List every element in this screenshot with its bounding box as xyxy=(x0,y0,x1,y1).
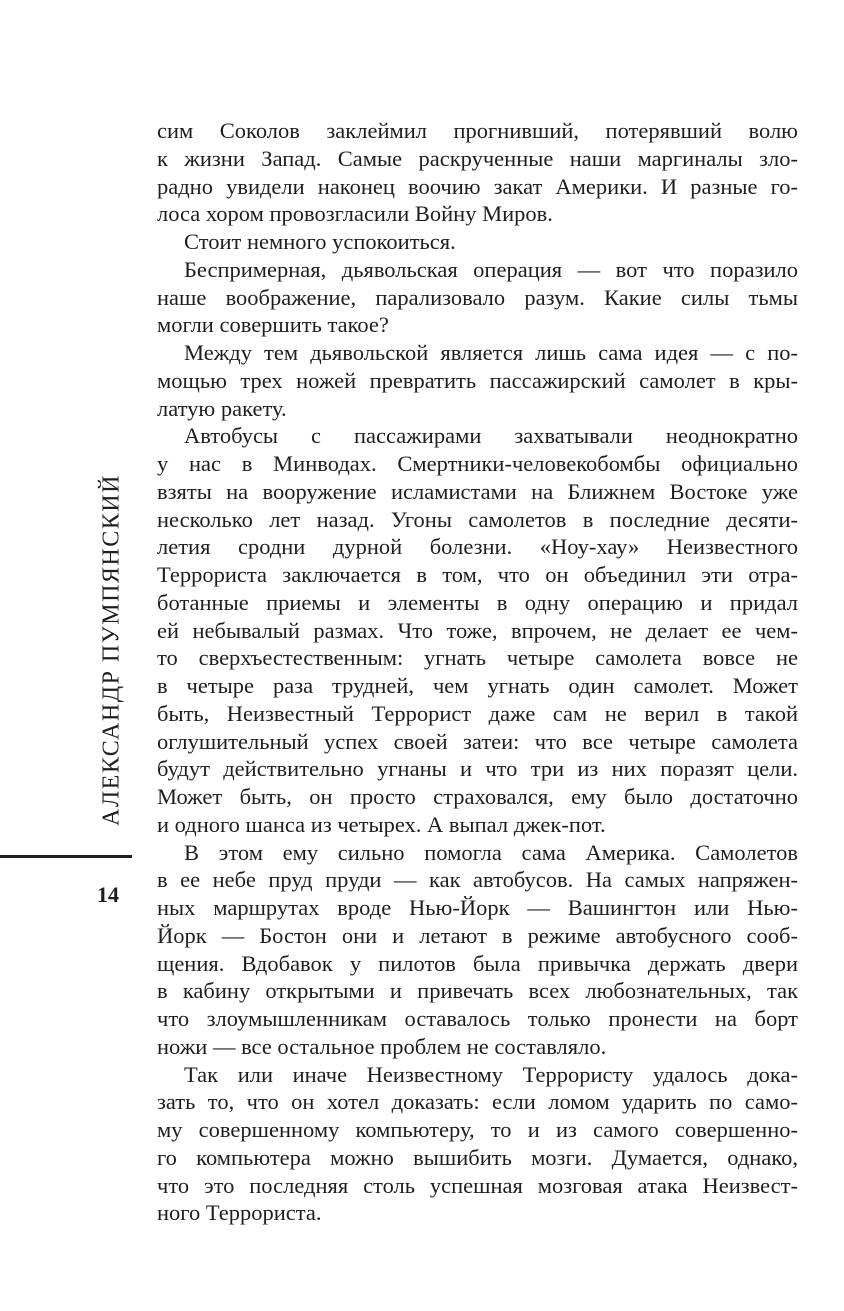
text-line: Может быть, он просто страховался, ему было достаточно xyxy=(157,784,798,809)
text-line: мощью трех ножей превратить пассажирский самолет в кры- xyxy=(157,367,798,393)
text-line: Между тем дьявольской является лишь сама идея — с по- xyxy=(184,340,798,365)
text-line: будут действительно угнаны и что три из них поразят цели. xyxy=(157,756,798,782)
paragraph xyxy=(157,839,798,1061)
text-line: что злоумышленникам оставалось только пронести на борт xyxy=(157,1006,798,1031)
text-line: ей небывалый размах. Что тоже, впрочем, не делает ее чем- xyxy=(157,617,798,643)
paragraph xyxy=(157,117,798,228)
text-line: Террориста заключается в том, что он объединил эти отра- xyxy=(157,562,798,587)
running-header: АЛЕКСАНДР ПУМПЯНСКИЙ xyxy=(98,474,125,826)
text-line: му совершенному компьютеру, то и из самого совершенно- xyxy=(157,1117,798,1142)
paragraph xyxy=(157,422,798,838)
text-line: Йорк — Бостон они и летают в режиме автобусного сооб- xyxy=(157,922,798,948)
text-line: зать то, что он хотел доказать: если ломом ударить по само- xyxy=(157,1089,798,1115)
text-line: щения. Вдобавок у пилотов была привычка держать двери xyxy=(157,950,798,976)
text-line: оглушительный успех своей затеи: что все четыре самолета xyxy=(157,728,798,754)
text-line: сим Соколов заклеймил прогнивший, потерявший волю xyxy=(157,118,798,143)
text-line: в ее небе пруд пруди — как автобусов. На самых напряжен- xyxy=(157,867,798,893)
text-line: лоса хором провозгласили Войну Миров. xyxy=(157,201,553,227)
text-line: радно увидели наконец воочию закат Америки. И разные го- xyxy=(157,173,798,199)
text-line: ного Террориста. xyxy=(157,1200,322,1226)
text-line: могли совершить такое? xyxy=(157,312,389,338)
text-line: ботанные приемы и элементы в одну операцию и придал xyxy=(157,589,798,615)
text-line: что это последняя столь успешная мозговая атака Неизвест- xyxy=(157,1172,798,1198)
text-line: быть, Неизвестный Террорист даже сам не верил в такой xyxy=(157,700,798,726)
text-line: наше воображение, парализовало разум. Какие силы тьмы xyxy=(157,284,798,310)
text-line: несколько лет назад. Угоны самолетов в последние десяти- xyxy=(157,506,798,532)
text-line: ножи — все остальное проблем не составляло. xyxy=(157,1033,607,1059)
page-number: 14 xyxy=(97,882,119,907)
text-line: латую ракету. xyxy=(157,395,287,421)
body-text xyxy=(157,117,798,1227)
text-line: ных маршрутах вроде Нью-Йорк — Вашингтон или Нью- xyxy=(157,895,798,920)
text-line: и одного шанса из четырех. А выпал джек-пот. xyxy=(157,811,606,837)
text-line: Стоит немного успокоиться. xyxy=(184,229,456,254)
text-line: летия сродни дурной болезни. «Ноу-хау» Неизвестного xyxy=(157,534,798,560)
text-line: к жизни Запад. Самые раскрученные наши маргиналы зло- xyxy=(157,145,798,171)
text-line: Автобусы с пассажирами захватывали неоднократно xyxy=(184,423,798,449)
text-line: Так или иначе Неизвестному Террористу удалось дока- xyxy=(184,1061,798,1087)
text-line: Беспримерная, дьявольская операция — вот что поразило xyxy=(184,256,798,282)
text-line: то сверхъестественным: угнать четыре самолета вовсе не xyxy=(157,645,798,671)
text-line: В этом ему сильно помогла сама Америка. Самолетов xyxy=(184,839,798,865)
text-line: в четыре раза трудней, чем угнать один самолет. Может xyxy=(157,673,798,698)
text-line: взяты на вооружение исламистами на Ближнем Востоке уже xyxy=(157,478,798,504)
text-line: го компьютера можно вышибить мозги. Думается, однако, xyxy=(157,1144,798,1170)
paragraph xyxy=(157,1061,798,1228)
paragraph xyxy=(157,228,798,256)
text-line: у нас в Минводах. Смертники-человекобомбы официально xyxy=(157,451,798,476)
margin-rule xyxy=(0,855,132,858)
paragraph xyxy=(157,256,798,339)
paragraph xyxy=(157,339,798,422)
text-line: в кабину открытыми и привечать всех любознательных, так xyxy=(157,978,798,1004)
